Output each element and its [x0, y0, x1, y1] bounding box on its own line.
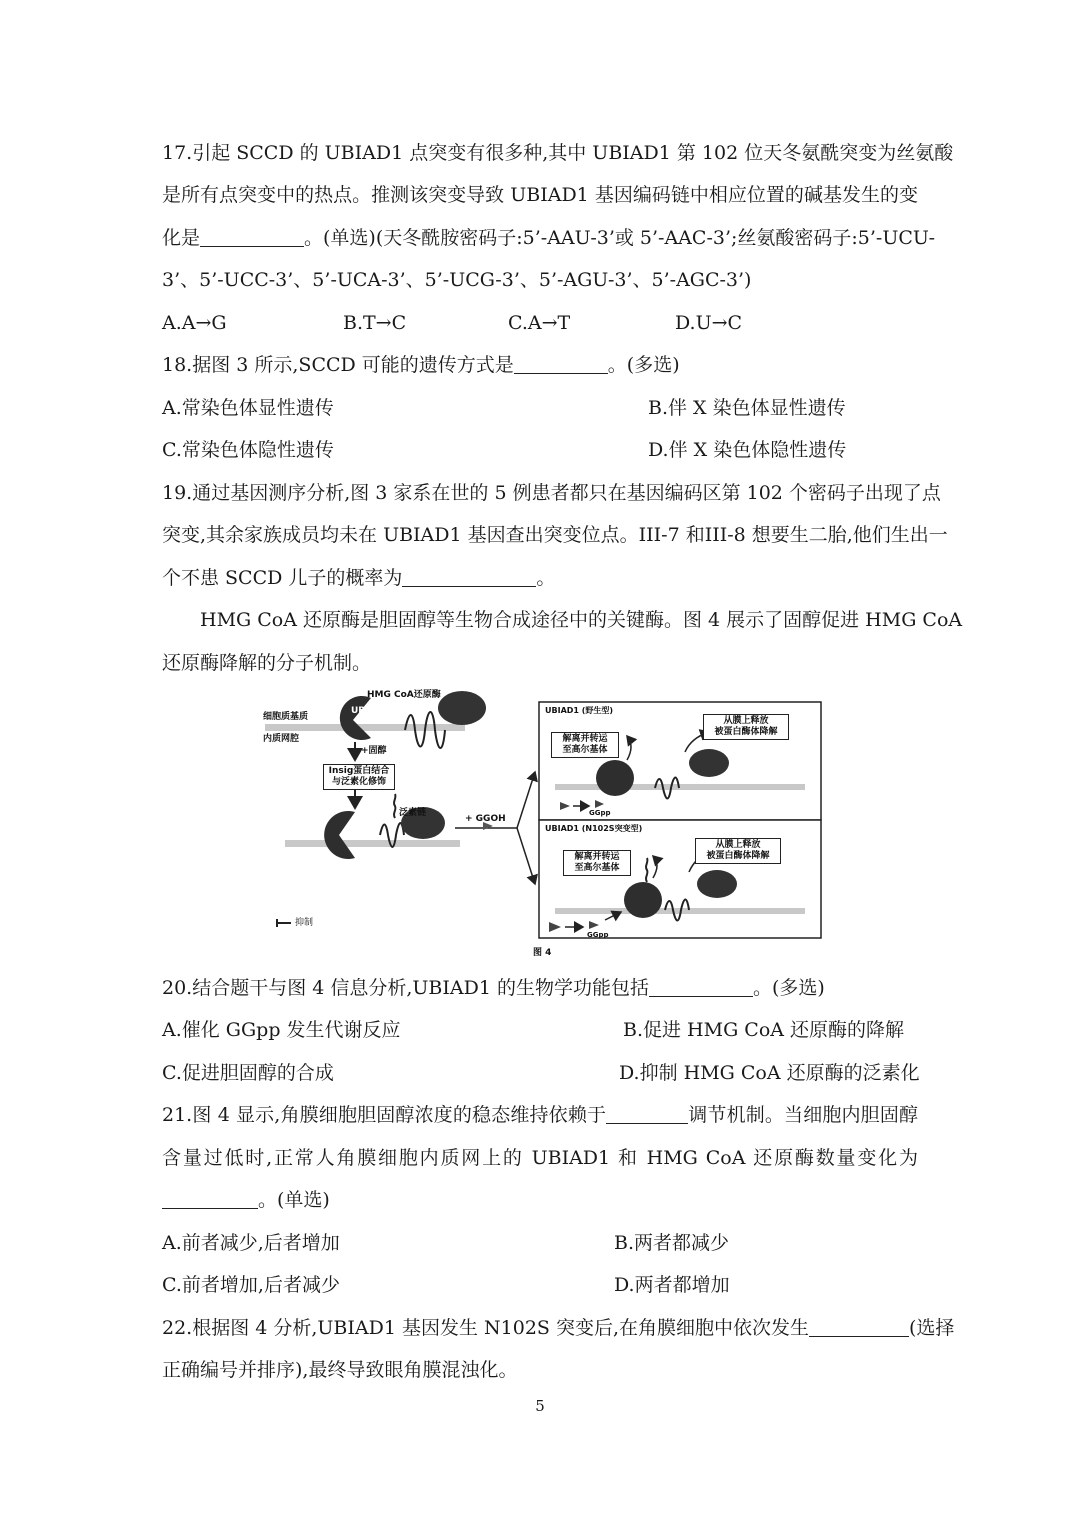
q17-option-c: C.A→T — [508, 312, 571, 334]
q21-option-c: C.前者增加,后者减少 — [162, 1274, 340, 1296]
fig-box-release-mutant: 从膜上释放 被蛋白酶体降解 — [695, 838, 781, 864]
q18-option-c: C.常染色体隐性遗传 — [162, 439, 334, 461]
q21-line-2: 含量过低时,正常人角膜细胞内质网上的 UBIAD1 和 HMG CoA 还原酶数量变化为 — [162, 1147, 918, 1169]
q21-option-b: B.两者都减少 — [614, 1232, 730, 1254]
fig-box-release-wildtype: 从膜上释放 被蛋白酶体降解 — [703, 714, 789, 740]
q21-option-d: D.两者都增加 — [614, 1274, 730, 1296]
q18-option-b: B.伴 X 染色体显性遗传 — [648, 397, 846, 419]
q21-option-a: A.前者减少,后者增加 — [162, 1232, 340, 1254]
fig-label-ubiquitin: 泛素链 — [399, 808, 427, 818]
q17-line-1: 17.引起 SCCD 的 UBIAD1 点突变有很多种,其中 UBIAD1 第 102 位天冬氨酰突变为丝氨酸 — [162, 142, 954, 164]
q20-option-c: C.促进胆固醇的合成 — [162, 1062, 334, 1084]
fig-label-sterol: +固醇 — [361, 746, 387, 756]
fig-box-golgi-mutant: 解离并转运 至高尔基体 — [563, 850, 631, 876]
ubiad1-wildtype — [596, 760, 634, 796]
q18-option-a: A.常染色体显性遗传 — [162, 397, 334, 419]
fig-label-er: 内质网腔 — [263, 734, 300, 744]
fig-title-mutant: UBIAD1 (N102S突变型) — [545, 824, 643, 833]
answer-blank-20[interactable] — [649, 976, 753, 997]
fig-box-insig: Insig蛋白结合 与泛素化修饰 — [323, 764, 395, 790]
ubiquitin-chain-bottom — [394, 794, 395, 818]
q17-option-a: A.A→G — [162, 312, 227, 334]
q22-line-2: 正确编号并排序),最终导致眼角膜混浊化。 — [162, 1359, 518, 1381]
q17-line-4: 3’、5’-UCC-3’、5’-UCA-3’、5’-UCG-3’、5’-AGU-3’、5’-AGC-3’) — [162, 269, 752, 291]
fig-box-golgi-wildtype: 解离并转运 至高尔基体 — [551, 732, 619, 758]
hmg-reductase-top — [438, 691, 486, 725]
fig-label-ggpp-mutant: GGpp — [587, 931, 609, 939]
q17-option-d: D.U→C — [675, 312, 743, 334]
q18-stem: 18.据图 3 所示,SCCD 可能的遗传方式是 。(多选) — [162, 354, 680, 376]
fig-label-inhibit: 抑制 — [295, 918, 314, 928]
q20-option-b: B.促进 HMG CoA 还原酶的降解 — [623, 1019, 905, 1041]
q21-line-3: 。(单选) — [162, 1187, 918, 1213]
q21-line-1: 21.图 4 显示,角膜细胞胆固醇浓度的稳态维持依赖于 调节机制。当细胞内胆固醇 — [162, 1104, 918, 1126]
answer-blank-22[interactable] — [809, 1316, 909, 1337]
q17-line-3: 化是 。(单选)(天冬酰胺密码子:5’-AAU-3’或 5’-AAC-3’;丝氨酸密码子:5’-UCU- — [162, 227, 935, 249]
ubiad1-protein-top — [340, 696, 371, 740]
q20-stem: 20.结合题干与图 4 信息分析,UBIAD1 的生物学功能包括 。(多选) — [162, 977, 825, 999]
q20-option-a: A.催化 GGpp 发生代谢反应 — [162, 1019, 401, 1041]
q19-line-2: 突变,其余家族成员均未在 UBIAD1 基因查出突变位点。III-7 和III-8 想要生二胎,他们生出一 — [162, 524, 948, 546]
q20-option-d: D.抑制 HMG CoA 还原酶的泛素化 — [619, 1062, 920, 1084]
ubiad1-protein-bottom — [324, 811, 355, 859]
fig-label-ubiad1: UBIAD1 — [351, 706, 390, 716]
er-membrane-bottom — [285, 840, 460, 847]
q17-line-2: 是所有点突变中的热点。推测该突变导致 UBIAD1 基因编码链中相应位置的碱基发生的变 — [162, 184, 918, 206]
q22-line-1: 22.根据图 4 分析,UBIAD1 基因发生 N102S 突变后,在角膜细胞中依次发生 (选择 — [162, 1317, 955, 1339]
q18-option-d: D.伴 X 染色体隐性遗传 — [648, 439, 847, 461]
figure-4 — [255, 690, 825, 962]
answer-blank-21a[interactable] — [606, 1103, 688, 1124]
answer-blank-17[interactable] — [200, 226, 304, 247]
hmg-wildtype — [689, 749, 729, 777]
fig-label-hmg: HMG CoA还原酶 — [367, 690, 441, 700]
intro-line-2: 还原酶降解的分子机制。 — [162, 652, 372, 674]
answer-blank-19[interactable] — [402, 566, 536, 587]
answer-blank-18[interactable] — [514, 353, 608, 374]
hmg-mutant — [697, 870, 737, 898]
figure-caption: 图 4 — [533, 948, 552, 958]
answer-blank-21b[interactable] — [162, 1188, 258, 1209]
fig-label-ggoh: + GGOH — [465, 814, 506, 824]
ubiad1-mutant — [624, 882, 662, 918]
intro-line-1: HMG CoA 还原酶是胆固醇等生物合成途径中的关键酶。图 4 展示了固醇促进 HMG CoA — [200, 609, 963, 631]
q19-line-3: 个不患 SCCD 儿子的概率为 。 — [162, 567, 556, 589]
fig-label-ggpp-wildtype: GGpp — [589, 809, 611, 817]
fig-title-wildtype: UBIAD1 (野生型) — [545, 706, 614, 715]
fig-label-cytoplasm: 细胞质基质 — [263, 712, 309, 722]
q17-option-b: B.T→C — [343, 312, 407, 334]
q19-line-1: 19.通过基因测序分析,图 3 家系在世的 5 例患者都只在基因编码区第 102 个密码子出现了点 — [162, 482, 941, 504]
page-number: 5 — [535, 1397, 545, 1415]
